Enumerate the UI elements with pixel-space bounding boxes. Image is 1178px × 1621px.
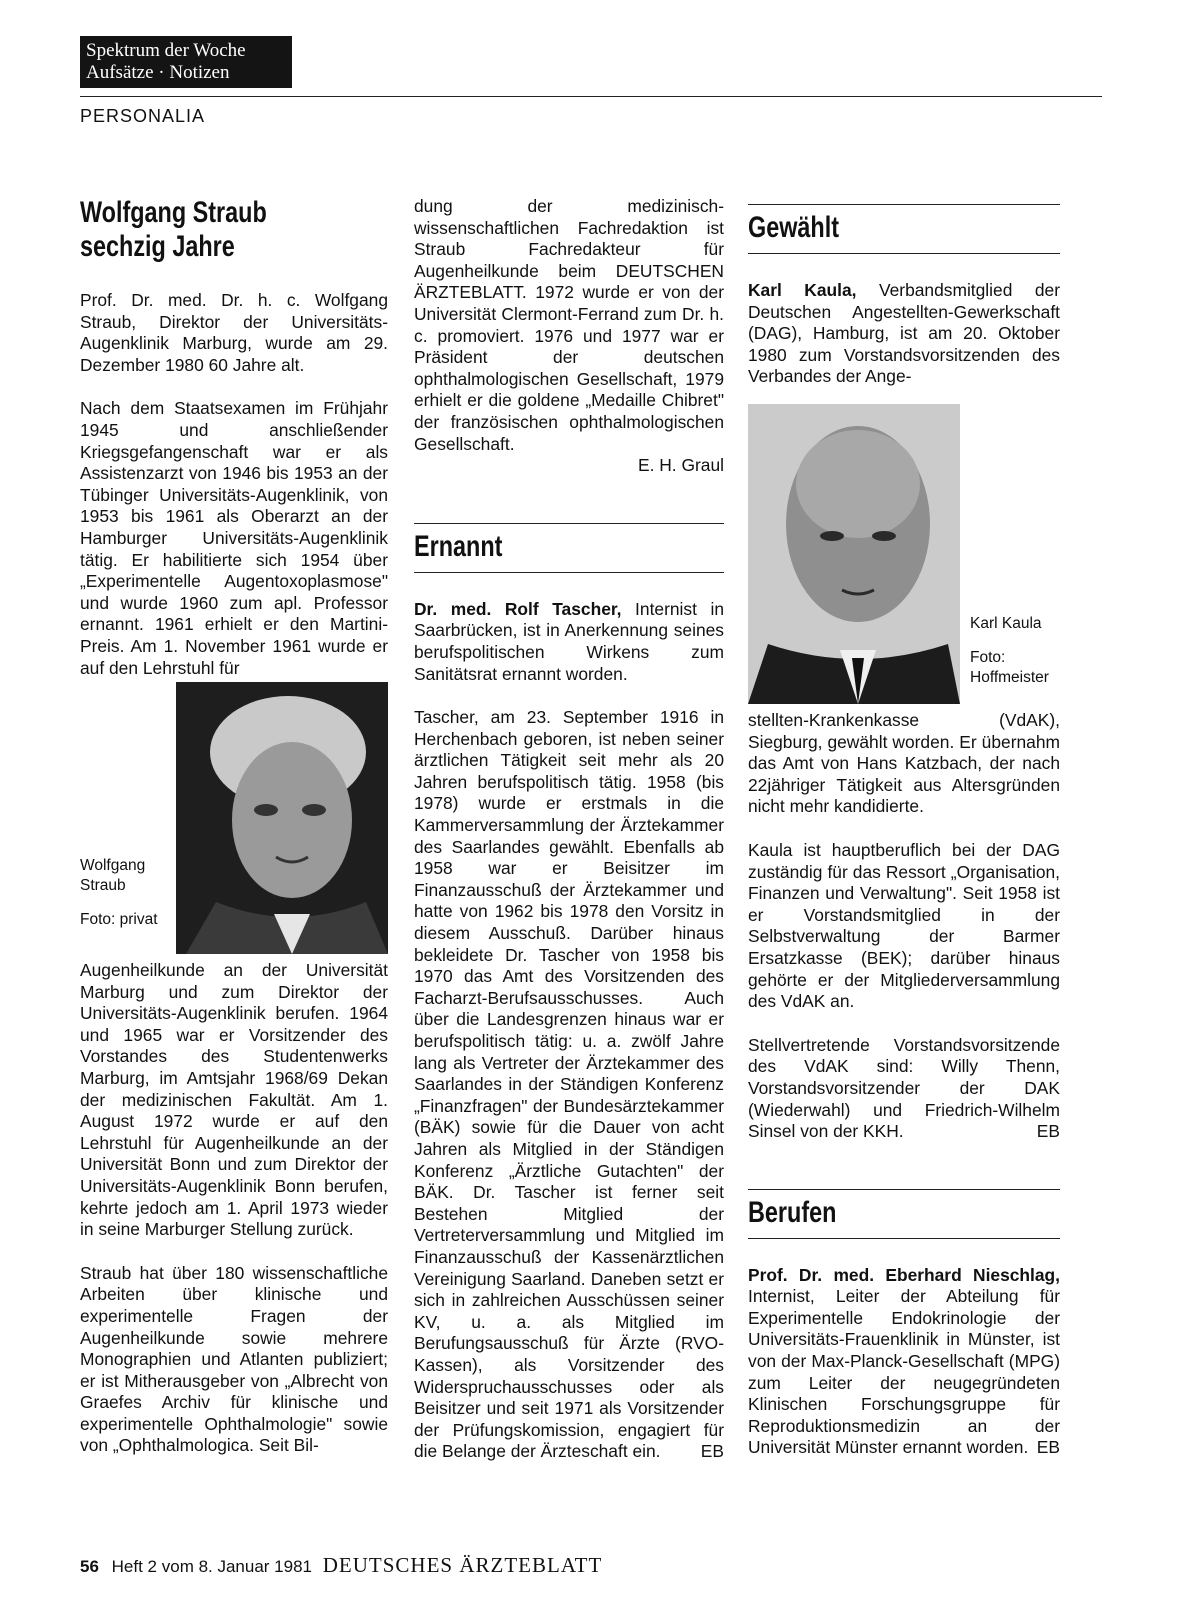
column-3-cont bbox=[748, 710, 1060, 1459]
paragraph bbox=[748, 280, 1060, 388]
article-title bbox=[80, 196, 320, 264]
paragraph: Augenheilkunde an der Universität Marburg und zum Direktor der Universitäts-Augenklinik berufen. 1964 und 1965 war er Vorsitzender des Vorstandes des Studentenwerks Marburg, im Amtsjahr 1968/69 Dekan der medizinischen Fakultät. Am 1. August 1972 wurde er auf den Lehrstuhl für Augenheilkunde an der Universität Bonn und zum Direktor der Universitäts-Augenklinik Bonn berufen, kehrte jedoch am 1. April 1973 wieder in seine Marburger Stellung zurück. bbox=[80, 960, 388, 1240]
journal-name: DEUTSCHES ÄRZTEBLATT bbox=[322, 1553, 603, 1577]
section-rule bbox=[748, 1238, 1060, 1239]
page-footer bbox=[80, 1553, 602, 1578]
title-line-1: Wolfgang Straub bbox=[80, 196, 267, 229]
column-3 bbox=[748, 204, 1060, 388]
paragraph: Prof. Dr. med. Dr. h. c. Wolfgang Straub, Direktor der Universitäts-Augenklinik Marburg, wurde am 29. Dezember 1980 60 Jahre alt. bbox=[80, 290, 388, 375]
author-signature: EB bbox=[1036, 1121, 1060, 1142]
section-badge bbox=[80, 36, 292, 88]
paragraph bbox=[748, 1265, 1060, 1459]
header-rule bbox=[80, 96, 1102, 97]
person-name: Karl Kaula, bbox=[748, 280, 857, 300]
page-number: 56 bbox=[80, 1557, 99, 1576]
issue-info: Heft 2 vom 8. Januar 1981 bbox=[111, 1557, 312, 1576]
section-rule bbox=[414, 523, 724, 524]
signoff-row bbox=[414, 455, 724, 477]
lead-text: Verbandsmitglied der Deutschen Angestellten-Gewerkschaft (DAG), Hamburg, ist am 20. Oktober 1980 zum Vorstandsvorsitzenden des Verbandes der Ange- bbox=[748, 280, 1060, 387]
portrait-image bbox=[176, 682, 388, 954]
photo-caption-kaula bbox=[970, 614, 1070, 688]
section-title-ernannt: Ernannt bbox=[414, 529, 503, 563]
section-rule bbox=[748, 253, 1060, 254]
badge-line-1: Spektrum der Woche bbox=[86, 40, 246, 61]
author-signature: EB bbox=[1036, 1437, 1060, 1458]
photo-wolfgang-straub bbox=[176, 682, 388, 954]
title-line-2: sechzig Jahre bbox=[80, 230, 235, 263]
paragraph: Nach dem Staatsexamen im Frühjahr 1945 und anschließender Kriegsgefangenschaft war er als Assistenzarzt von 1946 bis 1953 an der Tübinger Universitäts-Augenklinik, von 1953 bis 1961 als Oberarzt an der Hamburger Universitäts-Augenklinik tätig. Er habilitierte sich 1954 über „Experimentelle Augentoxoplasmose" und wurde 1960 zum apl. Professor ernannt. 1961 erhielt er den Martini-Preis. Am 1. November 1961 wurde er auf den Lehrstuhl für bbox=[80, 398, 388, 678]
section-rule bbox=[414, 572, 724, 573]
author-signature: EB bbox=[700, 1441, 724, 1462]
caption-photo-credit: Foto: privat bbox=[80, 911, 158, 928]
article-straub-cont bbox=[80, 960, 388, 1457]
paragraph bbox=[414, 599, 724, 685]
section-rule bbox=[748, 204, 1060, 205]
caption-photo-credit: Foto: Hoffmeister bbox=[970, 649, 1049, 686]
photo-caption-straub bbox=[80, 856, 170, 930]
person-name: Prof. Dr. med. Eberhard Nieschlag, bbox=[748, 1264, 1060, 1285]
paragraph: dung der medizinisch-wissenschaftlichen Fachredaktion ist Straub Fachredakteur für Augenheilkunde beim DEUTSCHEN ÄRZTEBLATT. 1972 wurde er von der Universität Clermont-Ferrand zum Dr. h. c. promoviert. 1976 und 1977 war er Präsident der deutschen ophthalmologischen Gesellschaft, 1979 erhielt er die goldene „Medaille Chibret" der französischen ophthalmologischen Gesellschaft. bbox=[414, 196, 724, 454]
section-title-gewaehlt: Gewählt bbox=[748, 211, 840, 244]
paragraph: Stellvertretende Vorstandsvorsitzende des VdAK sind: Willy Thenn, Vorstandsvorsitzender der DAK (Wiederwahl) und Friedrich-Wilhelm Sinsel von der KKH. bbox=[748, 1034, 1060, 1142]
author-signature: E. H. Graul bbox=[637, 455, 724, 476]
portrait-image bbox=[748, 404, 960, 704]
paragraph: Straub hat über 180 wissenschaftliche Arbeiten über klinische und experimentelle Fragen der Augenheilkunde sowie mehrere Monographien und Atlanten publiziert; er ist Mitherausgeber von „Albrecht von Graefes Archiv für klinische und experimentelle Ophthalmologie" sowie von „Ophthalmologica. Seit Bil- bbox=[80, 1262, 388, 1456]
article-straub bbox=[80, 196, 388, 679]
paragraph: Kaula ist hauptberuflich bei der DAG zuständig für das Ressort „Organisation, Finanzen und Verwaltung". Seit 1958 ist er Vorstandsmitglied in der Selbstverwaltung der Barmer Ersatzkasse (BEK); darüber hinaus gehörte er der Mitgliederversammlung des VdAK an. bbox=[748, 839, 1060, 1012]
person-name: Dr. med. Rolf Tascher, bbox=[414, 598, 622, 619]
paragraph: stellten-Krankenkasse (VdAK), Siegburg, gewählt worden. Er übernahm das Amt von Hans Katzbach, der nach 22jähriger Tätigkeit aus Altersgründen nicht mehr kandidierte. bbox=[748, 710, 1060, 817]
lead-text: Internist in Saarbrücken, ist in Anerkennung seines berufspolitischen Wirkens zum Sanitätsrat ernannt worden. bbox=[414, 598, 725, 684]
badge-line-2: Aufsätze · Notizen bbox=[86, 62, 230, 83]
section-label: PERSONALIA bbox=[80, 106, 206, 126]
caption-name: Wolfgang Straub bbox=[80, 857, 146, 894]
section-rule bbox=[748, 1189, 1060, 1190]
column-2 bbox=[414, 196, 724, 1463]
photo-karl-kaula bbox=[748, 404, 960, 704]
section-title-berufen: Berufen bbox=[748, 1195, 837, 1229]
paragraph: Tascher, am 23. September 1916 in Herchenbach geboren, ist neben seiner ärztlichen Tätigkeit seit mehr als 20 Jahren berufspolitisch tätig. 1958 (bis 1978) wurde er erstmals in die Kammerversammlung der Ärztekammer des Saarlandes gewählt. Ebenfalls ab 1958 war er Beisitzer im Finanzausschuß der Ärztekammer und hatte von 1962 bis 1978 den Vorsitz in diesem Ausschuß. Darüber hinaus bekleidete Dr. Tascher von 1958 bis 1970 das Amt des Vorsitzenden des Facharzt-Berufsausschusses. Auch über die Landesgrenzen hinaus war er berufspolitisch tätig: u. a. zwölf Jahre lang als Vertreter der Ärztekammer des Saarlandes in der Ständigen Konferenz „Finanzfragen" der Bundesärztekammer (BÄK) sowie für die Dauer von acht Jahren als Mitglied in der Ständigen Konferenz „Ärztliche Gutachten" der BÄK. Dr. Tascher ist ferner seit Bestehen Mitglied der Vertreterversammlung und Mitglied im Finanzausschuß der Kassenärztlichen Vereinigung Saarland. Daneben setzt er sich in zahlreichen Ausschüssen seiner KV, u. a. als Mitglied im Berufungsausschuß für Ärzte (RVO-Kassen), als Vorsitzender des Widerspruchausschusses oder als Beisitzer und seit 1971 als Vorsitzender der Prüfungskomission, engagiert für die Belange der Ärzteschaft ein. bbox=[414, 707, 724, 1462]
caption-name: Karl Kaula bbox=[970, 615, 1042, 632]
lead-text: Internist, Leiter der Abteilung für Experimentelle Endokrinologie der Universitäts-Frauenklinik in Münster, ist von der Max-Planck-Gesellschaft (MPG) zum Leiter der neugegründeten Klinischen Forschungsgruppe für Reproduktionsmedizin an der Universität Münster ernannt worden. bbox=[748, 1286, 1060, 1458]
